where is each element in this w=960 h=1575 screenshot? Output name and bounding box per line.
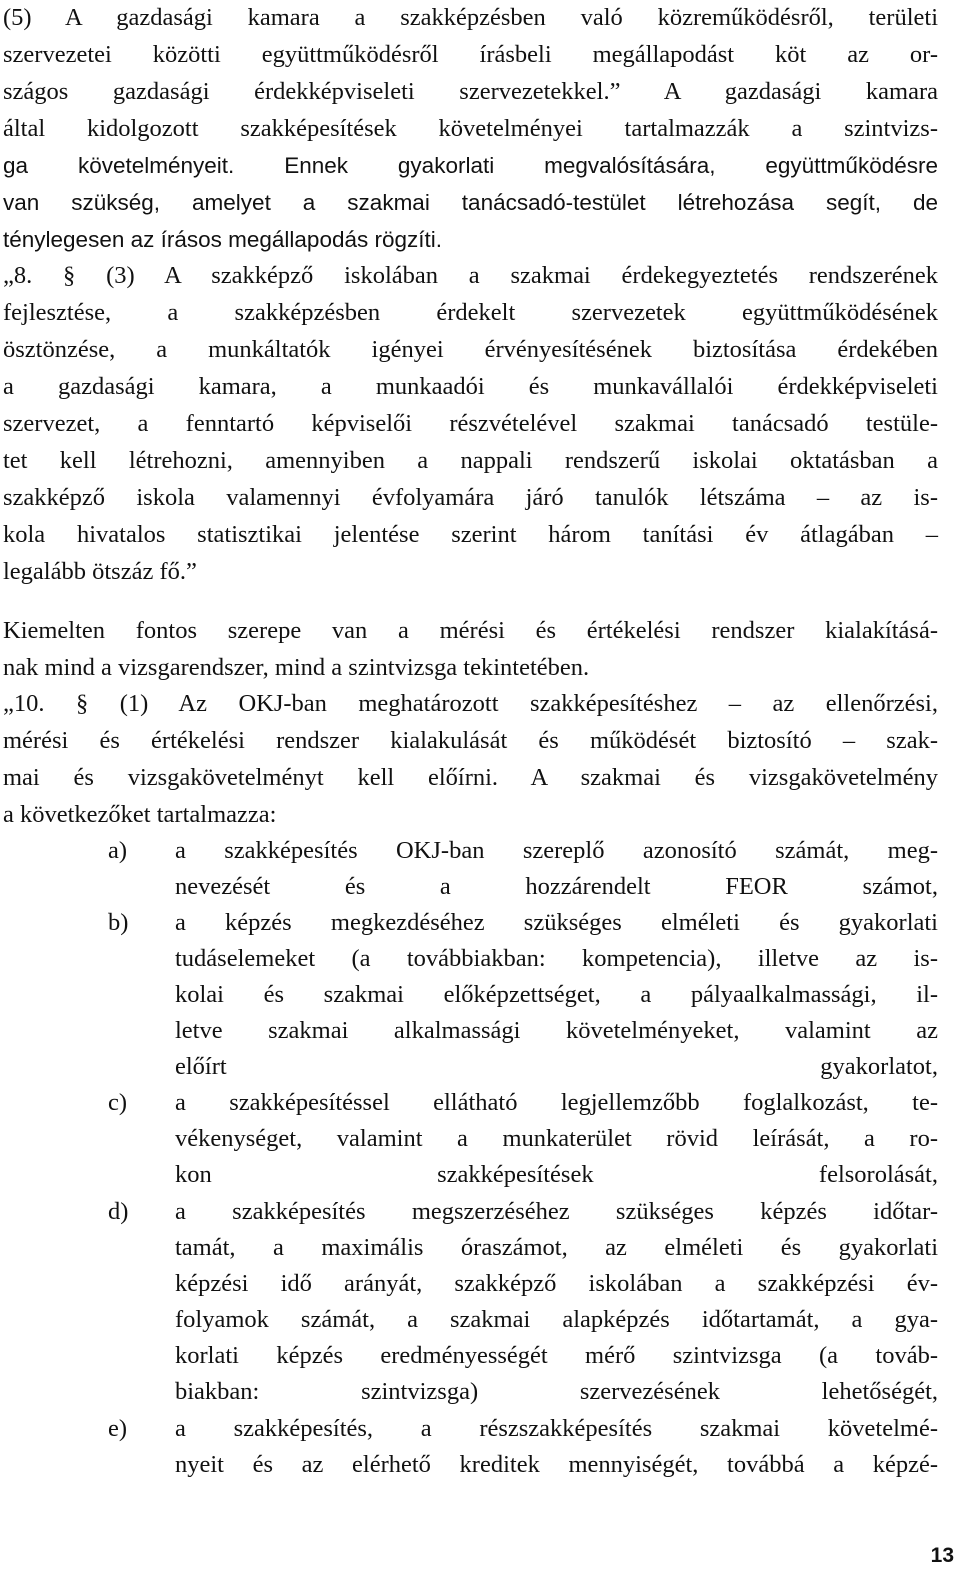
page-number: 13 (930, 1544, 954, 1567)
list-item-label: c) (108, 1089, 128, 1116)
text-line: ga követelményeit. Ennek gyakorlati megvalósítására, együttműködésre (3, 153, 938, 178)
text-line: mérési és értékelési rendszer kialakulását és működését biztosító – szak- (3, 727, 938, 754)
list-item-label: e) (108, 1415, 128, 1442)
list-item-text: a szakképesítés OKJ-ban szereplő azonosító számát, meg- (175, 837, 938, 864)
list-item-text: kon szakképesítések felsorolását, (175, 1161, 938, 1188)
list-item-label: d) (108, 1198, 129, 1225)
list-item-text: a szakképesítés megszerzéséhez szükséges képzés időtar- (175, 1198, 938, 1225)
list-item-text: tamát, a maximális óraszámot, az elméleti és gyakorlati (175, 1234, 938, 1261)
list-item-text: nevezését és a hozzárendelt FEOR számot, (175, 873, 938, 900)
text-line: van szükség, amelyet a szakmai tanácsadó-testület létrehozása segít, de (3, 190, 938, 215)
text-line: a következőket tartalmazza: (3, 801, 277, 828)
text-line: Kiemelten fontos szerepe van a mérési és értékelési rendszer kialakításá- (3, 617, 938, 644)
list-item-text: letve szakmai alkalmassági követelményeket, valamint az (175, 1017, 938, 1044)
text-line: „8. § (3) A szakképző iskolában a szakmai érdekegyeztetés rendszerének (3, 262, 938, 289)
text-line: ösztönzése, a munkáltatók igényei érvényesítésének biztosítása érdekében (3, 336, 938, 363)
text-line: mai és vizsgakövetelményt kell előírni. A szakmai és vizsgakövetelmény (3, 764, 938, 791)
text-line: szervezetei közötti együttműködésről írásbeli megállapodást köt az or- (3, 41, 938, 68)
list-item-text: a képzés megkezdéséhez szükséges elméleti és gyakorlati (175, 909, 938, 936)
text-line: (5) A gazdasági kamara a szakképzésben való közreműködésről, területi (3, 4, 938, 31)
text-line: legalább ötszáz fő.” (3, 558, 197, 585)
list-item-text: korlati képzés eredményességét mérő szintvizsga (a továb- (175, 1342, 938, 1369)
list-item-text: nyeit és az elérhető kreditek mennyiségét, továbbá a képzé- (175, 1451, 938, 1478)
text-line: „10. § (1) Az OKJ-ban meghatározott szakképesítéshez – az ellenőrzési, (3, 690, 938, 717)
list-item-label: a) (108, 837, 128, 864)
text-line: szakképző iskola valamennyi évfolyamára járó tanulók létszáma – az is- (3, 484, 938, 511)
list-item-label: b) (108, 909, 129, 936)
text-line: ténylegesen az írásos megállapodás rögzíti. (3, 227, 443, 252)
text-line: által kidolgozott szakképesítések követelményei tartalmazzák a szintvizs- (3, 115, 938, 142)
list-item-text: tudáselemeket (a továbbiakban: kompetencia), illetve az is- (175, 945, 938, 972)
text-line: kola hivatalos statisztikai jelentése szerint három tanítási év átlagában – (3, 521, 938, 548)
text-line: nak mind a vizsgarendszer, mind a szintvizsga tekintetében. (3, 654, 590, 681)
text-line: tet kell létrehozni, amennyiben a nappali rendszerű iskolai oktatásban a (3, 447, 938, 474)
text-line: szervezet, a fenntartó képviselői részvételével szakmai tanácsadó testüle- (3, 410, 938, 437)
list-item-text: folyamok számát, a szakmai alapképzés időtartamát, a gya- (175, 1306, 938, 1333)
list-item-text: előírt gyakorlatot, (175, 1053, 938, 1080)
list-item-text: a szakképesítéssel ellátható legjellemzőbb foglalkozást, te- (175, 1089, 938, 1116)
text-line: szágos gazdasági érdekképviseleti szervezetekkel.” A gazdasági kamara (3, 78, 938, 105)
list-item-text: a szakképesítés, a részszakképesítés szakmai követelmé- (175, 1415, 938, 1442)
list-item-text: biakban: szintvizsga) szervezésének lehetőségét, (175, 1378, 938, 1405)
text-line: fejlesztése, a szakképzésben érdekelt szervezetek együttműködésének (3, 299, 938, 326)
text-line: a gazdasági kamara, a munkaadói és munkavállalói érdekképviseleti (3, 373, 938, 400)
list-item-text: kolai és szakmai előképzettséget, a pályaalkalmassági, il- (175, 981, 938, 1008)
list-item-text: képzési idő arányát, szakképző iskolában a szakképzési év- (175, 1270, 938, 1297)
list-item-text: vékenységet, valamint a munkaterület rövid leírását, a ro- (175, 1125, 938, 1152)
